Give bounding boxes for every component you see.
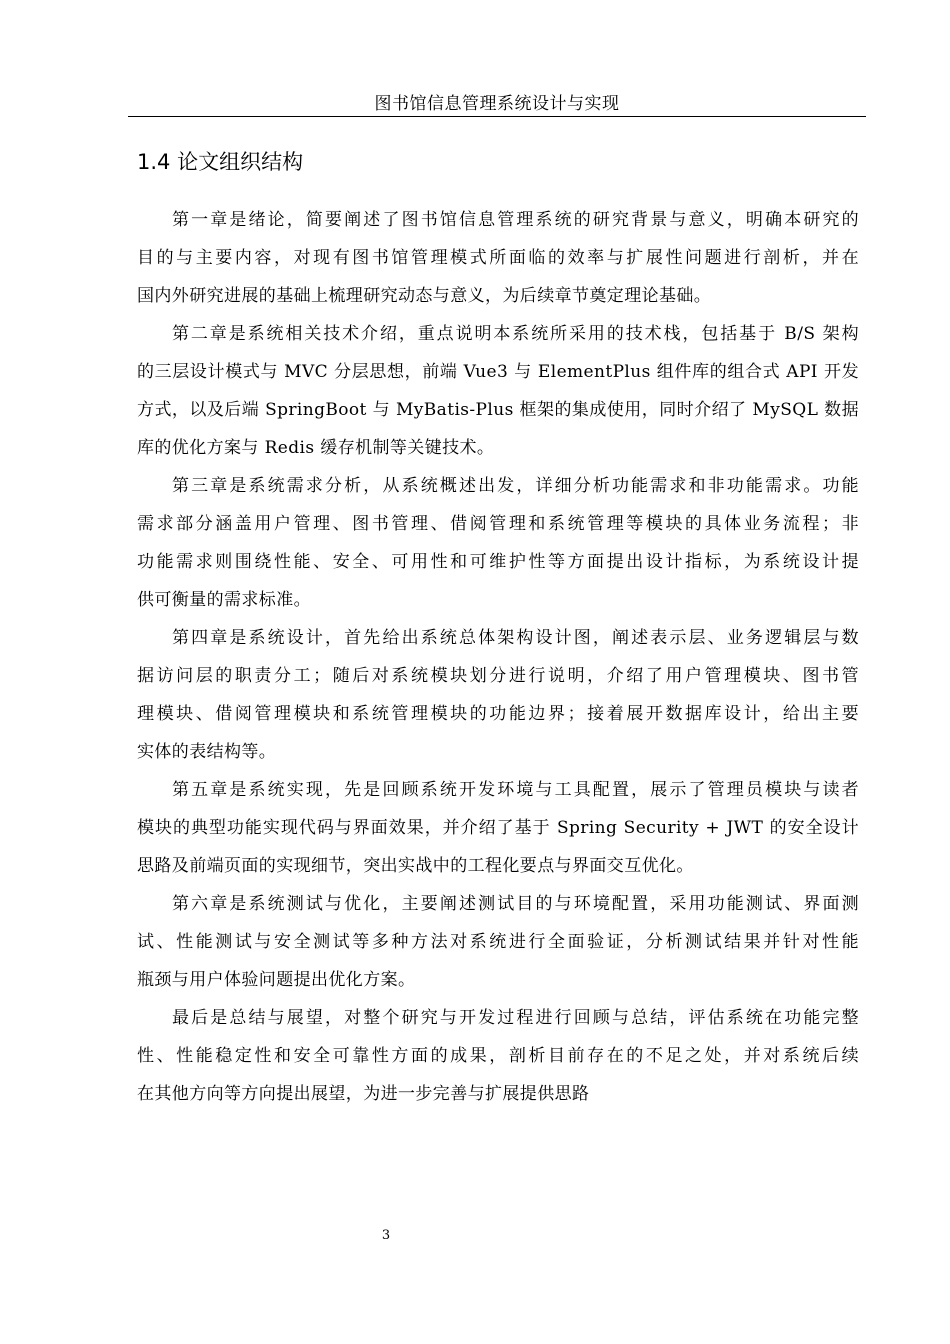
paragraph-line: 在其他方向等方向提出展望，为进一步完善与扩展提供思路: [137, 1084, 590, 1104]
paragraph-line: 第五章是系统实现，先是回顾系统开发环境与工具配置，展示了管理员模块与读者: [172, 780, 859, 800]
paragraph-line: 性、性能稳定性和安全可靠性方面的成果，剖析目前存在的不足之处，并对系统后续: [137, 1046, 859, 1066]
paragraph-line: 第三章是系统需求分析，从系统概述出发，详细分析功能需求和非功能需求。功能: [172, 476, 859, 496]
paragraph-line: 思路及前端页面的实现细节，突出实战中的工程化要点与界面交互优化。: [137, 856, 694, 876]
paragraph-line: 第二章是系统相关技术介绍，重点说明本系统所采用的技术栈，包括基于 B/S 架构: [172, 324, 859, 344]
paragraph-line: 试、性能测试与安全测试等多种方法对系统进行全面验证，分析测试结果并针对性能: [137, 932, 859, 952]
paragraph-line: 功能需求则围绕性能、安全、可用性和可维护性等方面提出设计指标，为系统设计提: [137, 552, 859, 572]
paragraph-line: 库的优化方案与 Redis 缓存机制等关键技术。: [137, 438, 495, 458]
paragraph-line: 实体的表结构等。: [137, 742, 277, 762]
paragraph-chapter-4: [137, 619, 859, 771]
body-text: [137, 201, 859, 1113]
paragraph-line: 第六章是系统测试与优化，主要阐述测试目的与环境配置，采用功能测试、界面测: [172, 894, 859, 914]
page-number: 3: [381, 1228, 391, 1243]
running-header-title: 图书馆信息管理系统设计与实现: [374, 94, 620, 114]
paragraph-line: 模块的典型功能实现代码与界面效果，并介绍了基于 Spring Security + JWT 的安全设计: [137, 818, 859, 838]
paragraph-line: 第四章是系统设计，首先给出系统总体架构设计图，阐述表示层、业务逻辑层与数: [172, 628, 859, 648]
paragraph-line: 据访问层的职责分工；随后对系统模块划分进行说明，介绍了用户管理模块、图书管: [137, 666, 859, 686]
header-rule: [128, 116, 866, 117]
paragraph-line: 的三层设计模式与 MVC 分层思想，前端 Vue3 与 ElementPlus 组件库的组合式 API 开发: [137, 362, 859, 382]
paragraph-line: 方式，以及后端 SpringBoot 与 MyBatis-Plus 框架的集成使用，同时介绍了 MySQL 数据: [137, 400, 859, 420]
paragraph-line: 需求部分涵盖用户管理、图书管理、借阅管理和系统管理等模块的具体业务流程；非: [137, 514, 859, 534]
paragraph-chapter-5: [137, 771, 859, 885]
paragraph-line: 供可衡量的需求标准。: [137, 590, 311, 610]
paragraph-line: 第一章是绪论，简要阐述了图书馆信息管理系统的研究背景与意义，明确本研究的: [172, 210, 859, 230]
paragraph-chapter-2: [137, 315, 859, 467]
paragraph-line: 目的与主要内容，对现有图书馆管理模式所面临的效率与扩展性问题进行剖析，并在: [137, 248, 859, 268]
paragraph-conclusion: [137, 999, 859, 1113]
paragraph-chapter-6: [137, 885, 859, 999]
paragraph-line: 国内外研究进展的基础上梳理研究动态与意义，为后续章节奠定理论基础。: [137, 286, 712, 306]
paragraph-line: 理模块、借阅管理模块和系统管理模块的功能边界；接着展开数据库设计，给出主要: [137, 704, 859, 724]
paragraph-line: 最后是总结与展望，对整个研究与开发过程进行回顾与总结，评估系统在功能完整: [172, 1008, 859, 1028]
paragraph-chapter-3: [137, 467, 859, 619]
paragraph-line: 瓶颈与用户体验问题提出优化方案。: [137, 970, 416, 990]
section-heading: 1.4 论文组织结构: [137, 150, 304, 174]
paragraph-chapter-1: [137, 201, 859, 315]
